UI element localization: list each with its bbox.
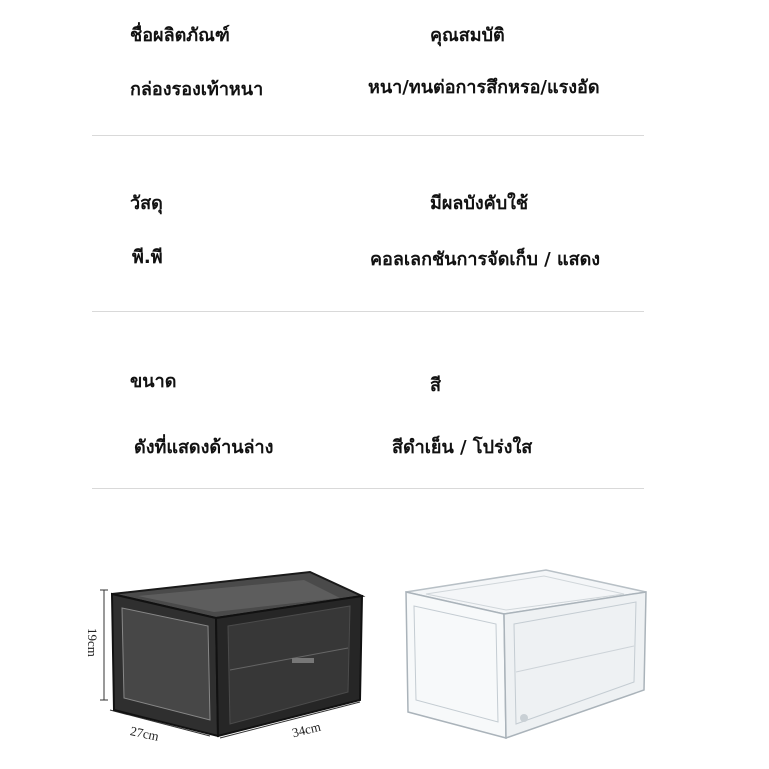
dimension-depth: 27cm xyxy=(128,723,161,744)
spec-label-features: คุณสมบัติ xyxy=(430,25,505,46)
spec-value-applicable: คอลเลกชันการจัดเก็บ / แสดง xyxy=(370,249,601,270)
dimension-width: 34cm xyxy=(290,718,323,741)
spec-value-size: ดังที่แสดงด้านล่าง xyxy=(134,437,274,458)
spec-value-features: หนา/ทนต่อการสึกหรอ/แรงอัด xyxy=(368,77,600,98)
dimension-height: 19cm xyxy=(85,628,100,657)
spec-label-material: วัสดุ xyxy=(130,193,163,214)
black-shoe-box-image xyxy=(80,560,380,760)
spec-value-material: พี.พี xyxy=(132,247,163,268)
spec-label-product-name: ชื่อผลิตภัณฑ์ xyxy=(130,25,230,46)
divider-1 xyxy=(92,135,644,136)
divider-2 xyxy=(92,311,644,312)
spec-label-applicable: มีผลบังคับใช้ xyxy=(430,193,529,214)
spec-value-color: สีดำเย็น / โปร่งใส xyxy=(392,437,533,458)
spec-label-size: ขนาด xyxy=(130,371,177,392)
spec-value-product-name: กล่องรองเท้าหนา xyxy=(130,79,264,100)
divider-3 xyxy=(92,488,644,489)
spec-label-color: สี xyxy=(430,375,441,396)
clear-shoe-box-image xyxy=(396,562,658,742)
